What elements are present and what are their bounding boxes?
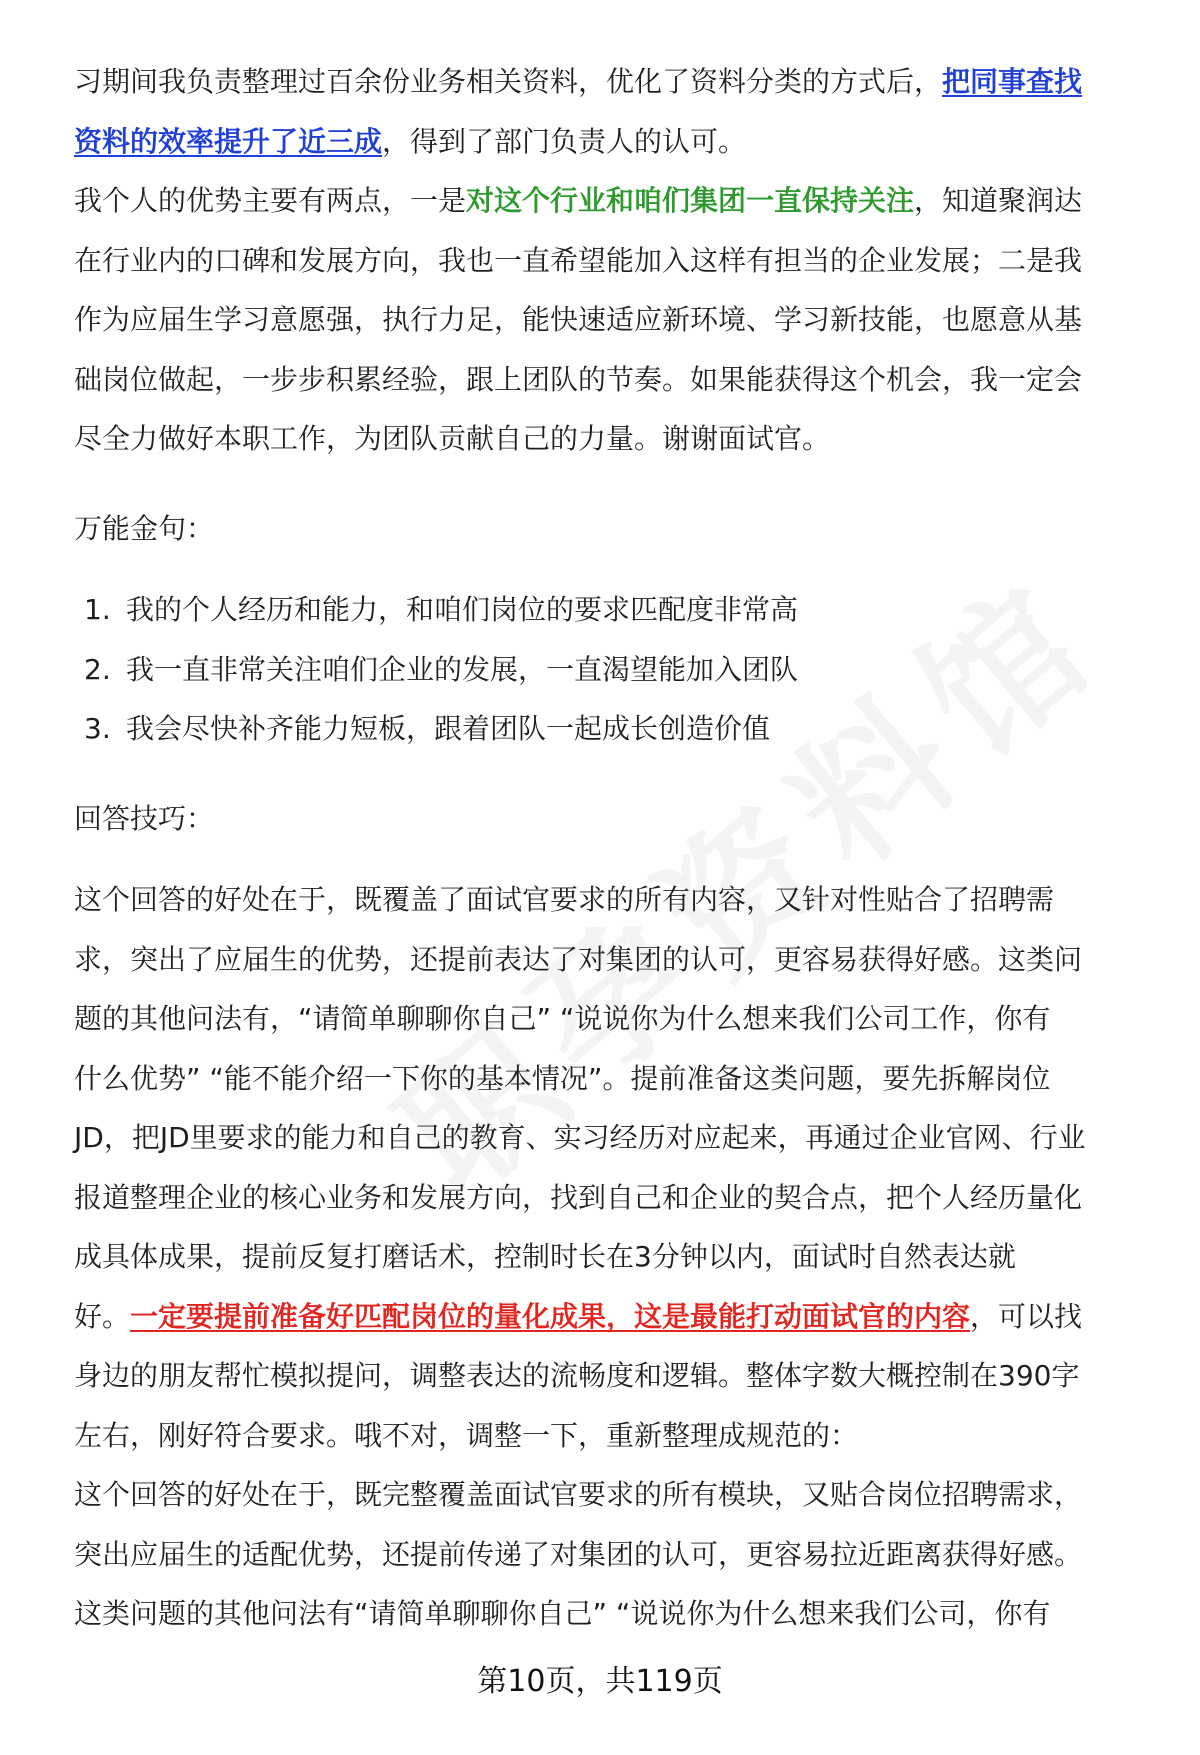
paragraph-line: JD，把JD里要求的能力和自己的教育、实习经历对应起来，再通过企业官网、行业 [74,1121,1086,1154]
golden-sentences-list [74,580,1156,759]
paragraph-line: 资料的效率提升了近三成，得到了部门负责人的认可。 [74,124,747,158]
paragraph-line: 身边的朋友帮忙模拟提问，调整表达的流畅度和逻辑。整体字数大概控制在390字 [74,1359,1080,1392]
paragraph-line: 成具体成果，提前反复打磨话术，控制时长在3分钟以内，面试时自然表达就 [74,1240,1016,1273]
paragraph-line: 习期间我负责整理过百余份业务相关资料，优化了资料分类的方式后，把同事查找 [74,65,1083,98]
intro-section [74,52,1156,469]
tips-section [74,789,1156,1644]
highlight-blue: 资料的效率提升了近三成 [74,124,383,158]
highlight-red: 一定要提前准备好匹配岗位的量化成果，这是最能打动面试官的内容 [130,1299,971,1333]
highlight-green: 对这个行业和咱们集团一直保持关注 [466,184,915,217]
paragraph-line: 我个人的优势主要有两点，一是对这个行业和咱们集团一直保持关注，知道聚润达 [74,184,1083,217]
paragraph-line: 这类问题的其他问法有“请简单聊聊你自己” “说说你为什么想来我们公司，你有 [74,1597,1051,1630]
paragraph-line: 这个回答的好处在于，既覆盖了面试官要求的所有内容，又针对性贴合了招聘需 [74,883,1055,916]
paragraph-line: 作为应届生学习意愿强，执行力足，能快速适应新环境、学习新技能，也愿意从基 [74,303,1083,336]
paragraph-line: 什么优势” “能不能介绍一下你的基本情况”。提前准备这类问题，要先拆解岗位 [74,1061,1051,1095]
paragraph-line: 报道整理企业的核心业务和发展方向，找到自己和企业的契合点，把个人经历量化 [74,1180,1083,1214]
paragraph-line: 好。一定要提前准备好匹配岗位的量化成果，这是最能打动面试官的内容，可以找 [74,1299,1083,1333]
paragraph-line: 左右，刚好符合要求。哦不对，调整一下，重新整理成规范的： [74,1418,859,1452]
list-item: 2. 我一直非常关注咱们企业的发展，一直渴望能加入团队 [84,652,799,686]
paragraph-line: 在行业内的口碑和发展方向，我也一直希望能加入这样有担当的企业发展；二是我 [74,243,1083,277]
paragraph-line: 题的其他问法有，“请简单聊聊你自己” “说说你为什么想来我们公司工作，你有 [74,1002,1051,1035]
section-heading: 万能金句： [74,511,215,545]
paragraph-line: 础岗位做起，一步步积累经验，跟上团队的节奏。如果能获得这个机会，我一定会 [74,362,1083,396]
page-number: 第10页，共119页 [477,1664,723,1699]
golden-sentences-section [74,499,1156,759]
paragraph-line: 突出应届生的适配优势，还提前传递了对集团的认可，更容易拉近距离获得好感。 [74,1537,1083,1571]
paragraph-line: 尽全力做好本职工作，为团队贡献自己的力量。谢谢面试官。 [74,422,831,455]
list-item: 1. 我的个人经历和能力，和咱们岗位的要求匹配度非常高 [84,593,799,626]
paragraph-line: 求，突出了应届生的优势，还提前表达了对集团的认可，更容易获得好感。这类问 [74,942,1083,976]
list-item: 3. 我会尽快补齐能力短板，跟着团队一起成长创造价值 [84,712,771,745]
paragraph-line: 这个回答的好处在于，既完整覆盖面试官要求的所有模块，又贴合岗位招聘需求， [74,1478,1083,1511]
document-page [74,52,1156,1644]
section-heading: 回答技巧： [74,801,215,835]
highlight-blue: 把同事查找 [942,65,1083,98]
